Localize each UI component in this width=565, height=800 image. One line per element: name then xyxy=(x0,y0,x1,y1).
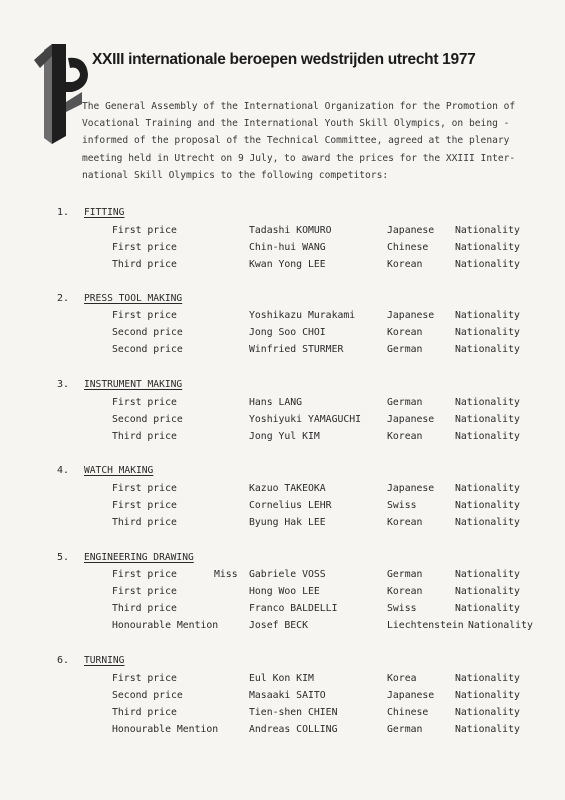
competitor-name: Tadashi KOMURO xyxy=(249,225,332,236)
prize-label: Third price xyxy=(112,259,177,270)
nationality-label: Nationality xyxy=(455,310,520,321)
nationality-label: Nationality xyxy=(455,397,520,408)
nationality: Japanese xyxy=(387,310,435,321)
intro-line: informed of the proposal of the Technical Committee, agreed at the plenary xyxy=(82,135,510,147)
nationality-label: Nationality xyxy=(455,344,520,355)
award-row xyxy=(0,620,565,637)
intro-line: meeting held in Utrecht on 9 July, to award the prices for the XXIII Inter- xyxy=(82,152,516,164)
prize-label: First price xyxy=(112,569,177,580)
award-row xyxy=(0,259,565,276)
competitor-name: Gabriele VOSS xyxy=(249,569,326,580)
nationality-label: Nationality xyxy=(455,724,520,735)
award-row xyxy=(0,310,565,327)
nationality-label: Nationality xyxy=(455,242,520,253)
award-row xyxy=(0,707,565,724)
prize-label: First price xyxy=(112,483,177,494)
nationality-label: Nationality xyxy=(455,259,520,270)
section-number: 2. xyxy=(57,293,70,304)
prize-label: First price xyxy=(112,500,177,511)
competitor-name: Jong Soo CHOI xyxy=(249,327,326,338)
award-row xyxy=(0,569,565,586)
nationality-label: Nationality xyxy=(455,569,520,580)
nationality-label: Nationality xyxy=(455,517,520,528)
nationality-label: Nationality xyxy=(468,620,533,631)
nationality: German xyxy=(387,397,423,408)
competitor-name: Kwan Yong LEE xyxy=(249,259,326,270)
prize-label: Third price xyxy=(112,517,177,528)
nationality: Japanese xyxy=(387,690,435,701)
nationality: Korean xyxy=(387,586,423,597)
intro-paragraph xyxy=(82,98,522,184)
section-title: PRESS TOOL MAKING xyxy=(84,293,183,304)
award-row xyxy=(0,517,565,534)
nationality: German xyxy=(387,344,423,355)
nationality-label: Nationality xyxy=(455,586,520,597)
award-row xyxy=(0,431,565,448)
nationality: Liechtenstein xyxy=(387,620,464,631)
prize-label: Honourable Mention xyxy=(112,620,219,631)
section-title: ENGINEERING DRAWING xyxy=(84,552,194,563)
event-logo xyxy=(30,38,90,148)
competitor-name: Jong Yul KIM xyxy=(249,431,320,442)
award-row xyxy=(0,397,565,414)
competitor-name: Kazuo TAKEOKA xyxy=(249,483,326,494)
section-title: WATCH MAKING xyxy=(84,465,154,476)
nationality: Chinese xyxy=(387,242,429,253)
nationality: Korean xyxy=(387,327,423,338)
competitor-name: Yoshikazu Murakami xyxy=(249,310,356,321)
competitor-name: Chin-hui WANG xyxy=(249,242,326,253)
prize-label: Second price xyxy=(112,690,183,701)
competitor-name: Tien-shen CHIEN xyxy=(249,707,338,718)
nationality: German xyxy=(387,724,423,735)
nationality: Japanese xyxy=(387,414,435,425)
nationality-label: Nationality xyxy=(455,673,520,684)
nationality: Swiss xyxy=(387,603,417,614)
section-number: 3. xyxy=(57,379,70,390)
nationality: German xyxy=(387,569,423,580)
nationality: Chinese xyxy=(387,707,429,718)
nationality: Japanese xyxy=(387,483,435,494)
competitor-name: Cornelius LEHR xyxy=(249,500,332,511)
nationality-label: Nationality xyxy=(455,603,520,614)
competitor-name: Josef BECK xyxy=(249,620,308,631)
prize-label: First price xyxy=(112,586,177,597)
competitor-name: Yoshiyuki YAMAGUCHI xyxy=(249,414,362,425)
award-row xyxy=(0,414,565,431)
prize-label: Third price xyxy=(112,707,177,718)
name-prefix: Miss xyxy=(214,569,238,580)
award-row xyxy=(0,586,565,603)
prize-label: Third price xyxy=(112,431,177,442)
nationality-label: Nationality xyxy=(455,483,520,494)
prize-label: Second price xyxy=(112,327,183,338)
prize-label: Second price xyxy=(112,344,183,355)
award-row xyxy=(0,242,565,259)
nationality: Swiss xyxy=(387,500,417,511)
competitor-name: Andreas COLLING xyxy=(249,724,338,735)
award-row xyxy=(0,603,565,620)
competitor-name: Byung Hak LEE xyxy=(249,517,326,528)
nationality-label: Nationality xyxy=(455,690,520,701)
section-number: 5. xyxy=(57,552,70,563)
intro-line: national Skill Olympics to the following competitors: xyxy=(82,169,389,181)
competitor-name: Masaaki SAITO xyxy=(249,690,326,701)
award-row xyxy=(0,225,565,242)
nationality: Korea xyxy=(387,673,417,684)
prize-label: First price xyxy=(112,225,177,236)
nationality-label: Nationality xyxy=(455,225,520,236)
nationality: Korean xyxy=(387,517,423,528)
award-row xyxy=(0,724,565,741)
section-number: 1. xyxy=(57,207,70,218)
competitor-name: Franco BALDELLI xyxy=(249,603,338,614)
nationality-label: Nationality xyxy=(455,414,520,425)
award-row xyxy=(0,673,565,690)
prize-label: Third price xyxy=(112,603,177,614)
competitor-name: Hans LANG xyxy=(249,397,303,408)
nationality-label: Nationality xyxy=(455,431,520,442)
section-title: TURNING xyxy=(84,655,125,666)
section-number: 6. xyxy=(57,655,70,666)
nationality: Korean xyxy=(387,259,423,270)
competitor-name: Eul Kon KIM xyxy=(249,673,314,684)
award-row xyxy=(0,344,565,361)
nationality-label: Nationality xyxy=(455,327,520,338)
competitor-name: Winfried STURMER xyxy=(249,344,344,355)
intro-line: Vocational Training and the International Youth Skill Olympics, on being - xyxy=(82,118,510,130)
prize-label: Honourable Mention xyxy=(112,724,219,735)
nationality-label: Nationality xyxy=(455,707,520,718)
page-title: XXIII internationale beroepen wedstrijden utrecht 1977 xyxy=(92,51,476,68)
section-number: 4. xyxy=(57,465,70,476)
prize-label: First price xyxy=(112,310,177,321)
award-row xyxy=(0,690,565,707)
prize-label: Second price xyxy=(112,414,183,425)
award-row xyxy=(0,500,565,517)
intro-line: The General Assembly of the International Organization for the Promotion of xyxy=(82,101,516,112)
award-row xyxy=(0,327,565,344)
prize-label: First price xyxy=(112,397,177,408)
award-row xyxy=(0,483,565,500)
prize-label: First price xyxy=(112,242,177,253)
section-title: INSTRUMENT MAKING xyxy=(84,379,183,390)
competitor-name: Hong Woo LEE xyxy=(249,586,320,597)
nationality: Korean xyxy=(387,431,423,442)
nationality: Japanese xyxy=(387,225,435,236)
nationality-label: Nationality xyxy=(455,500,520,511)
section-title: FITTING xyxy=(84,207,125,218)
prize-label: First price xyxy=(112,673,177,684)
